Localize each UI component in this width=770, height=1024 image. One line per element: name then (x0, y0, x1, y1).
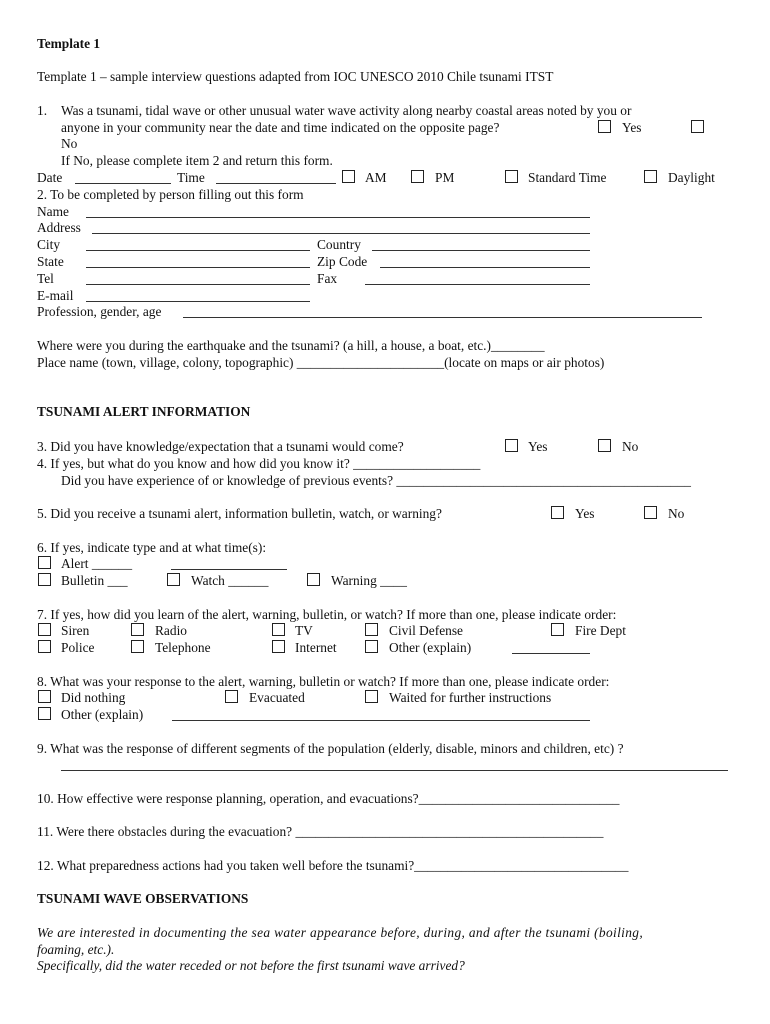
bulletin-checkbox[interactable] (38, 573, 51, 586)
civil-defense-checkbox[interactable] (365, 623, 378, 636)
q3-no-checkbox[interactable] (598, 439, 611, 452)
pm-label: PM (435, 170, 455, 185)
wave-paragraph-line3: Specifically, did the water receded or not before the first tsunami wave arrived? (37, 958, 465, 973)
date-label: Date (37, 170, 63, 185)
did-nothing-label: Did nothing (61, 690, 126, 705)
fire-dept-label: Fire Dept (575, 623, 626, 638)
address-label: Address (37, 220, 81, 235)
q10-text: 10. How effective were response planning, operation, and evacuations?______________________________ (37, 791, 620, 806)
q7-other-field[interactable] (512, 653, 590, 654)
police-checkbox[interactable] (38, 640, 51, 653)
tv-label: TV (295, 623, 313, 638)
time-label: Time (177, 170, 205, 185)
q12-text: 12. What preparedness actions had you taken well before the tsunami?________________________________ (37, 858, 629, 873)
waited-checkbox[interactable] (365, 690, 378, 703)
evacuated-label: Evacuated (249, 690, 305, 705)
name-label: Name (37, 204, 69, 219)
q5-yes-checkbox[interactable] (551, 506, 564, 519)
q1-line4: If No, please complete item 2 and return this form. (61, 153, 333, 168)
telephone-checkbox[interactable] (131, 640, 144, 653)
q5-no-label: No (668, 506, 685, 521)
civil-defense-label: Civil Defense (389, 623, 464, 638)
q3-text: 3. Did you have knowledge/expectation that a tsunami would come? (37, 439, 404, 454)
warning-label: Warning ____ (331, 573, 407, 588)
where-question: Where were you during the earthquake and the tsunami? (a hill, a house, a boat, etc.)________ (37, 338, 545, 353)
q1-yes-checkbox[interactable] (598, 120, 611, 133)
internet-checkbox[interactable] (272, 640, 285, 653)
siren-label: Siren (61, 623, 90, 638)
q8-text: 8. What was your response to the alert, warning, bulletin or watch? If more than one, please indicate order: (37, 674, 610, 689)
q3-yes-checkbox[interactable] (505, 439, 518, 452)
name-field[interactable] (86, 217, 590, 218)
telephone-label: Telephone (155, 640, 211, 655)
zip-label: Zip Code (317, 254, 368, 269)
zip-field[interactable] (380, 267, 590, 268)
time-field[interactable] (216, 183, 336, 184)
evacuated-checkbox[interactable] (225, 690, 238, 703)
wave-paragraph-line1: We are interested in documenting the sea water appearance before, during, and after the tsunami (boiling, (37, 925, 644, 940)
am-checkbox[interactable] (342, 170, 355, 183)
radio-label: Radio (155, 623, 187, 638)
q8-other-field[interactable] (172, 720, 590, 721)
q1-line2: anyone in your community near the date and time indicated on the opposite page? (61, 120, 500, 135)
country-field[interactable] (372, 250, 590, 251)
warning-checkbox[interactable] (307, 573, 320, 586)
q7-other-label: Other (explain) (389, 640, 472, 655)
q1-no-label: No (61, 136, 78, 151)
q2-heading: 2. To be completed by person filling out this form (37, 187, 304, 202)
fax-field[interactable] (365, 284, 590, 285)
q9-answer-field[interactable] (61, 770, 728, 771)
pm-checkbox[interactable] (411, 170, 424, 183)
q7-text: 7. If yes, how did you learn of the alert, warning, bulletin, or watch? If more than one, please indicate order: (37, 607, 617, 622)
country-label: Country (317, 237, 361, 252)
bulletin-label: Bulletin ___ (61, 573, 128, 588)
watch-label: Watch ______ (191, 573, 269, 588)
waited-label: Waited for further instructions (389, 690, 552, 705)
profession-field[interactable] (183, 317, 702, 318)
q8-other-label: Other (explain) (61, 707, 144, 722)
template-heading: Template 1 (37, 36, 101, 51)
fire-dept-checkbox[interactable] (551, 623, 564, 636)
q5-no-checkbox[interactable] (644, 506, 657, 519)
profession-label: Profession, gender, age (37, 304, 162, 319)
q3-no-label: No (622, 439, 639, 454)
alert-checkbox[interactable] (38, 556, 51, 569)
place-name-question: Place name (town, village, colony, topographic) ______________________(locate on maps or air photos) (37, 355, 605, 370)
email-label: E-mail (37, 288, 74, 303)
q1-line1: Was a tsunami, tidal wave or other unusual water wave activity along nearby coastal areas noted by you or (61, 103, 632, 118)
q4-followup: Did you have experience of or knowledge of previous events? ____________________________________________ (61, 473, 691, 488)
fax-label: Fax (317, 271, 338, 286)
siren-checkbox[interactable] (38, 623, 51, 636)
am-label: AM (365, 170, 387, 185)
internet-label: Internet (295, 640, 337, 655)
date-field[interactable] (75, 183, 171, 184)
city-label: City (37, 237, 61, 252)
q6-text: 6. If yes, indicate type and at what time(s): (37, 540, 267, 555)
alert-section-title: TSUNAMI ALERT INFORMATION (37, 404, 251, 419)
q1-yes-label: Yes (622, 120, 642, 135)
police-label: Police (61, 640, 95, 655)
state-field[interactable] (86, 267, 310, 268)
daylight-checkbox[interactable] (644, 170, 657, 183)
q8-other-checkbox[interactable] (38, 707, 51, 720)
daylight-label: Daylight (668, 170, 715, 185)
q3-yes-label: Yes (528, 439, 548, 454)
alert-label: Alert ______ (61, 556, 133, 571)
did-nothing-checkbox[interactable] (38, 690, 51, 703)
q1-number: 1. (37, 103, 48, 118)
standard-time-checkbox[interactable] (505, 170, 518, 183)
q1-no-checkbox[interactable] (691, 120, 704, 133)
address-field[interactable] (92, 233, 590, 234)
standard-time-label: Standard Time (528, 170, 607, 185)
watch-checkbox[interactable] (167, 573, 180, 586)
q5-yes-label: Yes (575, 506, 595, 521)
q7-other-checkbox[interactable] (365, 640, 378, 653)
q5-text: 5. Did you receive a tsunami alert, information bulletin, watch, or warning? (37, 506, 442, 521)
tel-label: Tel (37, 271, 54, 286)
radio-checkbox[interactable] (131, 623, 144, 636)
template-subtitle: Template 1 – sample interview questions adapted from IOC UNESCO 2010 Chile tsunami ITST (37, 69, 554, 84)
q9-text: 9. What was the response of different segments of the population (elderly, disable, minors and children, etc) ? (37, 741, 624, 756)
q11-text: 11. Were there obstacles during the evacuation? ______________________________________________ (37, 824, 604, 839)
tel-field[interactable] (86, 284, 310, 285)
tv-checkbox[interactable] (272, 623, 285, 636)
wave-section-title: TSUNAMI WAVE OBSERVATIONS (37, 891, 249, 906)
email-field[interactable] (86, 301, 310, 302)
state-label: State (37, 254, 64, 269)
q4-text: 4. If yes, but what do you know and how did you know it? ___________________ (37, 456, 481, 471)
wave-paragraph-line2: foaming, etc.). (37, 942, 115, 957)
city-field[interactable] (86, 250, 310, 251)
alert-time-field[interactable] (171, 569, 287, 570)
